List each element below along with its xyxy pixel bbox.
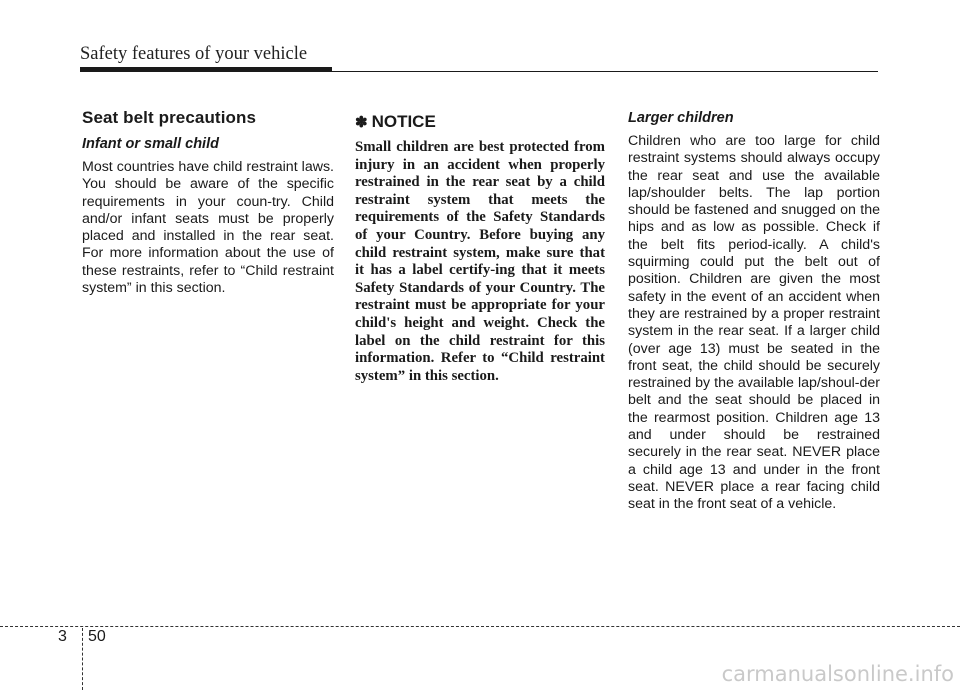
footer-dashed-rule: [0, 626, 960, 627]
header-rule-thin: [80, 71, 878, 72]
paragraph-infant: Most countries have child restraint laws. You should be aware of the specific requirements in your coun-try. Child and/or infant seats must be properly placed and installed in the rear seat. For more information about the use of these restraints, refer to “Child restraint system” in this section.: [82, 159, 334, 297]
subheading-larger-children: Larger children: [628, 110, 734, 126]
section-heading: Seat belt precautions: [82, 108, 257, 127]
column-seat-belt-precautions: [82, 108, 334, 297]
watermark: carmanualsonline.info: [721, 662, 954, 686]
footer-dashed-divider: [82, 628, 83, 690]
subheading-infant: Infant or small child: [82, 136, 219, 152]
notice-heading-label: NOTICE: [371, 112, 436, 131]
star-icon: ✽: [355, 114, 368, 131]
paragraph-larger-children: Children who are too large for child restraint systems should always occupy the rear seat and use the available lap/shoulder belts. The lap portion should be fastened and snugged on the hips and as low as possible. Check if the belt fits period-ically. A child's squirming could put the belt out of position. Children are given the most safety in the event of an accident when they are restrained by a proper restraint system in the rear seat. If a larger child (over age 13) must be seated in the front seat, the child should be securely restrained by the available lap/shoul-der belt and the seat should be placed in the rearmost position. Children age 13 and under should be restrained securely in the rear seat. NEVER place a child age 13 and under in the front seat. NEVER place a rear facing child seat in the front seat of a vehicle.: [628, 133, 880, 513]
page-number: 50: [88, 628, 106, 645]
notice-text: Small children are best protected from injury in an accident when properly restrained in the rear seat by a child restraint system that meets the requirements of the Safety Standards of your Country. Before buying any child restraint system, make sure that it has a label certify-ing that it meets Safety Standards of your Country. The restraint must be appropriate for your child's height and weight. Check the label on the child restraint for this information. Refer to “Child restraint system” in this section.: [355, 139, 605, 384]
page-header-title: Safety features of your vehicle: [80, 44, 308, 64]
notice-box: [355, 112, 605, 385]
column-larger-children: [628, 108, 880, 514]
notice-heading: [355, 112, 605, 132]
chapter-number: 3: [58, 628, 67, 645]
